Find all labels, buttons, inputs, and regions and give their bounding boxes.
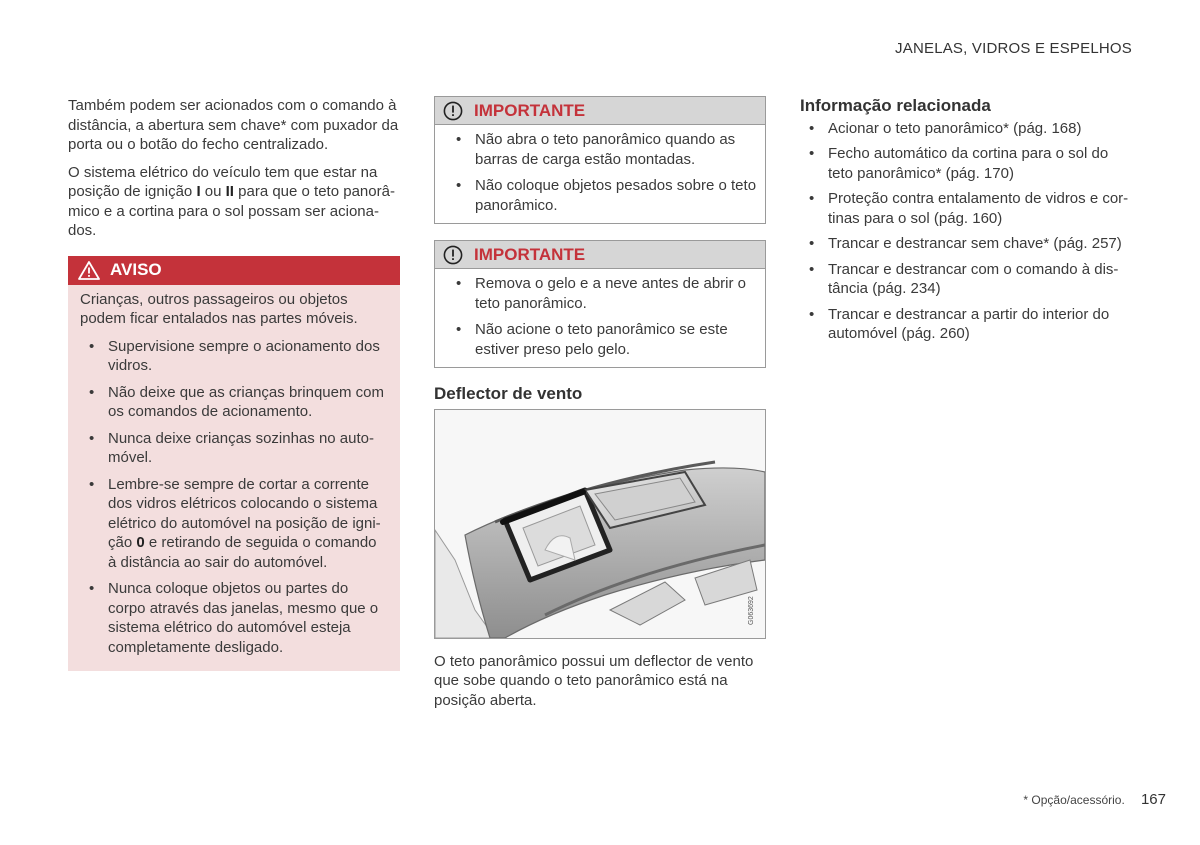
list-item: • Não deixe que as crianças brinquem com os comandos de acionamento. bbox=[80, 383, 388, 422]
text-segment: ou bbox=[200, 183, 226, 200]
list-item: • Nunca coloque objetos ou partes do corpo através das janelas, mesmo que o sistema elétrico do automóvel esteja completamente desligado. bbox=[80, 579, 388, 657]
related-link[interactable]: • Trancar e destrancar com o comando à distância (pág. 234) bbox=[800, 260, 1132, 299]
ignition-position-i: I bbox=[196, 183, 201, 200]
section-heading: Deflector de vento bbox=[434, 384, 583, 403]
important-header bbox=[435, 97, 765, 125]
related-link[interactable]: • Fecho automático da cortina para o sol do teto panorâmico* (pág. 170) bbox=[800, 144, 1132, 183]
car-roof-illustration bbox=[435, 410, 765, 638]
important-list bbox=[447, 274, 757, 359]
list-item: • Nunca deixe crianças sozinhas no automóvel. bbox=[80, 429, 388, 468]
warning-list bbox=[80, 337, 388, 658]
figure-code: G063692 bbox=[748, 595, 755, 625]
text-segment: O sistema elétrico do veículo tem que estar na posição de ignição bbox=[68, 163, 378, 200]
footnote: * Opção/acessório. bbox=[1023, 793, 1125, 807]
column-right bbox=[800, 96, 1132, 350]
column-left bbox=[68, 96, 400, 671]
column-middle bbox=[434, 96, 766, 718]
page-footer bbox=[1023, 791, 1166, 808]
paragraph-remote: Também podem ser acionados com o comando à distância, a abertura sem chave* com puxador da porta ou o botão do fecho centralizado. bbox=[68, 97, 399, 153]
text-segment: e retirando de seguida o comando à distância ao sair do automóvel. bbox=[108, 534, 377, 571]
wind-deflector-illustration bbox=[434, 409, 766, 639]
ignition-position-ii: II bbox=[225, 183, 234, 200]
list-item: • Remova o gelo e a neve antes de abrir o teto panorâmico. bbox=[447, 274, 757, 313]
list-item: • Não acione o teto panorâmico se este estiver preso pelo gelo. bbox=[447, 320, 757, 359]
related-link[interactable]: • Proteção contra entalamento de vidros e cortinas para o sol (pág. 160) bbox=[800, 189, 1132, 228]
exclamation-circle-icon bbox=[443, 245, 463, 265]
warning-intro: Crianças, outros passageiros ou objetos podem ficar entalados nas partes móveis. bbox=[80, 290, 358, 327]
important-box-1 bbox=[434, 96, 766, 224]
list-item: • Não abra o teto panorâmico quando as barras de carga estão montadas. bbox=[447, 130, 757, 169]
figure-caption: O teto panorâmico possui um deflector de vento que sobe quando o teto panorâmico está na posição aberta. bbox=[434, 652, 754, 709]
important-title: IMPORTANTE bbox=[474, 100, 586, 120]
important-list bbox=[447, 130, 757, 215]
list-item: • Supervisione sempre o acionamento dos vidros. bbox=[80, 337, 388, 376]
warning-header bbox=[68, 256, 400, 285]
important-box-2 bbox=[434, 240, 766, 368]
related-link[interactable]: • Acionar o teto panorâmico* (pág. 168) bbox=[800, 119, 1132, 139]
paragraph-ignition bbox=[68, 163, 400, 241]
important-header bbox=[435, 241, 765, 269]
related-info-heading: Informação relacionada bbox=[800, 96, 991, 115]
warning-triangle-icon bbox=[78, 261, 100, 280]
related-link[interactable]: • Trancar e destrancar a partir do interior do automóvel (pág. 260) bbox=[800, 305, 1132, 344]
warning-box bbox=[68, 256, 400, 672]
exclamation-circle-icon bbox=[443, 101, 463, 121]
related-links-list bbox=[800, 119, 1132, 344]
section-title: JANELAS, VIDROS E ESPELHOS bbox=[895, 40, 1132, 57]
warning-title: AVISO bbox=[110, 260, 162, 280]
list-item bbox=[80, 475, 388, 573]
list-item: • Não coloque objetos pesados sobre o teto panorâmico. bbox=[447, 176, 757, 215]
text-segment: Lembre-se sempre de cortar a corrente dos vidros elétricos colocando o sistema elétrico do automóvel na posição de ignição bbox=[108, 475, 381, 551]
ignition-position-zero: 0 bbox=[136, 534, 145, 551]
related-link[interactable]: • Trancar e destrancar sem chave* (pág. 257) bbox=[800, 234, 1132, 254]
page-number: 167 bbox=[1140, 791, 1166, 808]
important-title: IMPORTANTE bbox=[474, 244, 586, 264]
text-segment: para que o teto panorâmico e a cortina para o sol possam ser acionados. bbox=[68, 183, 395, 239]
